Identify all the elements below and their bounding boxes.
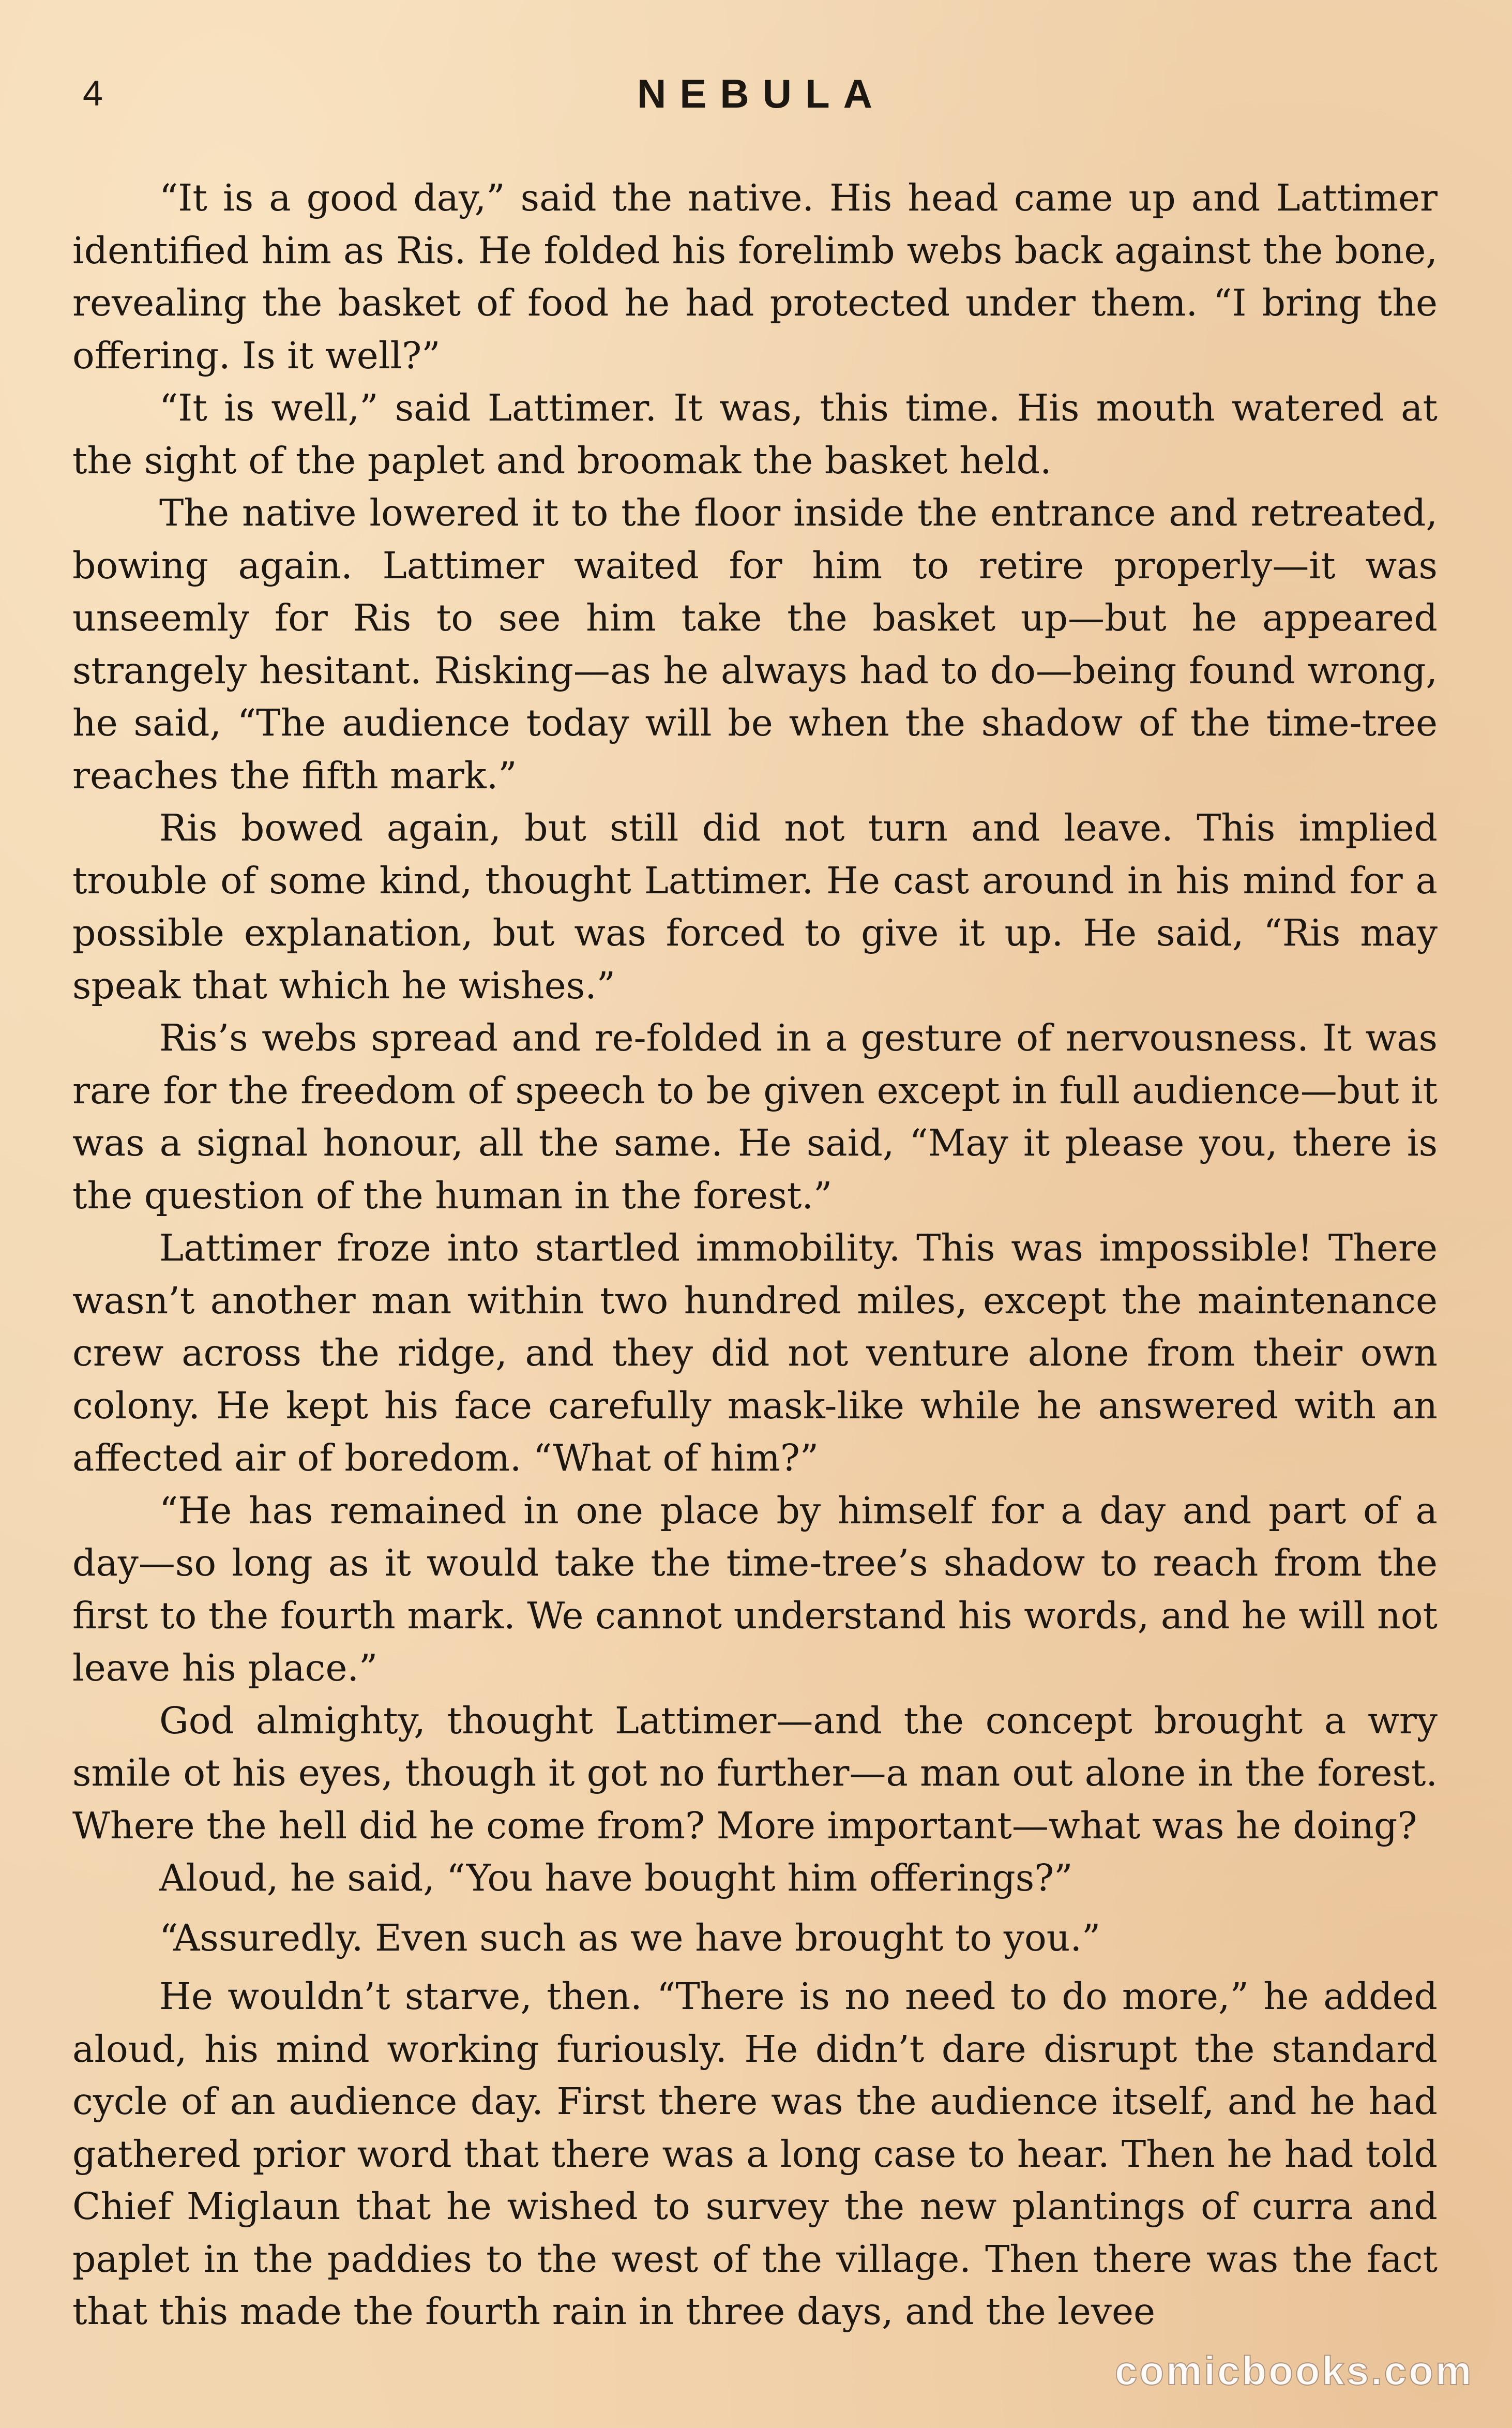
paragraph: Aloud, he said, “You have bought him offerings?” <box>159 1856 1073 1899</box>
paragraph: “It is well,” said Lattimer. It was, this time. His mouth watered at the sight of the paplet and broomak the basket held. <box>72 386 1438 482</box>
page-number: 4 <box>83 73 103 113</box>
running-title: NEBULA <box>637 71 886 116</box>
story-text <box>72 172 1438 2338</box>
paragraph: “It is a good day,” said the native. His head came up and Lattimer identified him as Ris. He folded his forelimb webs back against the bone, revealing the basket of food he had protected under them. “I bring the offering. Is it well?” <box>72 176 1438 377</box>
paragraph: He wouldn’t starve, then. “There is no need to do more,” he added aloud, his mind working furiously. He didn’t dare disrupt the standard cycle of an audience day. First there was the audience itself, and he had gathered prior word that there was a long case to hear. Then he had told Chief Miglaun that he wished to survey the new plantings of curra and paplet in the paddies to the west of the village. Then there was the fact that this made the fourth rain in three days, and the levee <box>72 1975 1438 2333</box>
paragraph: God almighty, thought Lattimer—and the concept brought a wry smile ot his eyes, though it got no further—a man out alone in the forest. Where the hell did he come from? More important—what was he doing? <box>72 1699 1438 1847</box>
paragraph: Lattimer froze into startled immobility. This was impossible! There wasn’t another man within two hundred miles, except the maintenance crew across the ridge, and they did not venture alone from their own colony. He kept his face carefully mask-like while he answered with an affected air of boredom. “What of him?” <box>72 1226 1438 1479</box>
watermark: comicbooks.com <box>1115 2348 1474 2393</box>
paragraph: Ris’s webs spread and re-folded in a gesture of nervousness. It was rare for the freedom of speech to be given except in full audience—but it was a signal honour, all the same. He said, “May it please you, there is the question of the human in the forest.” <box>72 1016 1438 1217</box>
paragraph: “Assuredly. Even such as we have brought to you.” <box>159 1916 1101 1959</box>
paragraph: “He has remained in one place by himself for a day and part of a day—so long as it would take the time-tree’s shadow to reach from the first to the fourth mark. We cannot understand his words, and he will not leave his place.” <box>72 1489 1438 1689</box>
paragraph: The native lowered it to the floor inside the entrance and retreated, bowing again. Lattimer waited for him to retire properly—it was unseemly for Ris to see him take the basket up—but he appeared strangely hesitant. Risking—as he always had to do—being found wrong, he said, “The audience today will be when the shadow of the time-tree reaches the fifth mark.” <box>72 491 1438 797</box>
paragraph: Ris bowed again, but still did not turn and leave. This implied trouble of some kind, thought Lattimer. He cast around in his mind for a possible explanation, but was forced to give it up. He said, “Ris may speak that which he wishes.” <box>72 806 1438 1007</box>
